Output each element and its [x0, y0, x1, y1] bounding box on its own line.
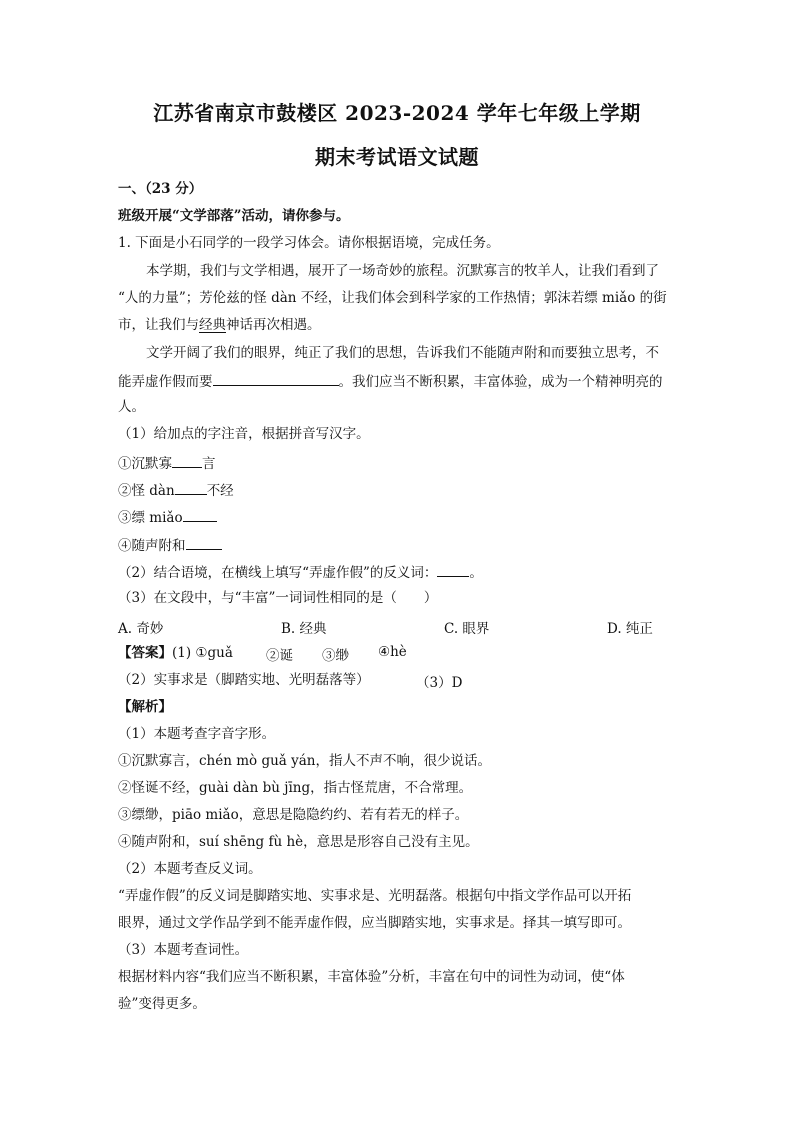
- sub1-item-2: ②怪 dàn 不经: [118, 480, 678, 500]
- analysis-label: 【解析】: [118, 699, 172, 715]
- option-c: C. 眼界: [444, 621, 490, 637]
- analysis-line: ②怪诞不经，guài dàn bù jīng，指古怪荒唐，不合常理。: [118, 780, 473, 796]
- answer-line2-part3: （3）D: [416, 675, 463, 691]
- passage-p1-line2: “人的力量”；芳伦兹的怪 dàn 不经，让我们体会到科学家的工作热情；郭沫若缥 miǎo 的街: [118, 290, 667, 306]
- answer-line2: （2）实事求是（脚踏实地、光明磊落等）: [118, 672, 370, 688]
- answer-label: 【答案】: [118, 645, 172, 661]
- answer-item-3: ③缈: [322, 648, 349, 664]
- blank-line: [175, 480, 207, 495]
- document-title-line1: 江苏省南京市鼓楼区 2023-2024 学年七年级上学期: [153, 101, 641, 125]
- passage-text: 能弄虚作假而要: [118, 374, 213, 390]
- question-stem: 1. 下面是小石同学的一段学习体会。请你根据语境，完成任务。: [118, 235, 500, 251]
- sub-question-2: （2）结合语境，在横线上填写“弄虚作假”的反义词： 。: [118, 562, 678, 582]
- passage-text: 神话再次相遇。: [226, 317, 321, 333]
- passage-p2-line2: [118, 371, 678, 391]
- passage-p1-line1: 本学期，我们与文学相遇，展开了一场奇妙的旅程。沉默寡言的牧羊人，让我们看到了: [146, 263, 659, 279]
- sub1-item-4: ④随声附和: [118, 535, 678, 555]
- analysis-line: “弄虚作假”的反义词是脚踏实地、实事求是、光明磊落。根据句中指文学作品可以开拓: [118, 888, 632, 904]
- analysis-line: （1）本题考查字音字形。: [118, 726, 276, 742]
- answer-line1: 【答案】(1) ①guǎ: [118, 645, 233, 661]
- section-heading: 一、（23 分）: [118, 181, 203, 197]
- blank-line: [172, 453, 202, 468]
- blank-line: [213, 371, 339, 386]
- answer-item-4: ④hè: [378, 644, 407, 660]
- analysis-line: 根据材料内容“我们应当不断积累，丰富体验”分析，丰富在句中的词性为动词，使“体: [118, 969, 625, 985]
- analysis-line: ③缥缈，piāo miǎo，意思是隐隐约约、若有若无的样子。: [118, 807, 469, 823]
- analysis-line: ①沉默寡言，chén mò guǎ yán，指人不声不响，很少说话。: [118, 753, 491, 769]
- passage-text: 。我们应当不断积累，丰富体验，成为一个精神明亮的: [338, 374, 663, 390]
- blank-line: [437, 562, 469, 577]
- passage-p2-line3: 人。: [118, 399, 145, 415]
- analysis-line: （2）本题考查反义词。: [118, 861, 262, 877]
- answer-item-2: ②诞: [266, 648, 293, 664]
- blank-line: [183, 507, 217, 522]
- sub1-item-3: ③缥 miǎo: [118, 507, 678, 527]
- document-title-line2: 期末考试语文试题: [315, 145, 479, 169]
- analysis-line: ④随声附和，suí shēng fù hè，意思是形容自己没有主见。: [118, 834, 479, 850]
- blank-line: [186, 535, 222, 550]
- underlined-word: 经典: [199, 317, 226, 333]
- option-b: B. 经典: [281, 621, 327, 637]
- analysis-line: （3）本题考查词性。: [118, 942, 249, 958]
- option-a: A. 奇妙: [118, 621, 164, 637]
- sub-question-1: （1）给加点的字注音，根据拼音写汉字。: [118, 426, 370, 442]
- passage-p2-line1: 文学开阔了我们的眼界，纯正了我们的思想，告诉我们不能随声附和而要独立思考，不: [146, 345, 659, 361]
- sub-question-3: （3）在文段中，与“丰富”一词词性相同的是（ ）: [118, 590, 438, 606]
- passage-p1-line3: [118, 316, 678, 334]
- analysis-line: 眼界，通过文学作品学到不能弄虚作假，应当脚踏实地，实事求是。择其一填写即可。: [118, 915, 631, 931]
- sub1-item-1: ①沉默寡 言: [118, 453, 678, 473]
- section-intro: 班级开展“文学部落”活动，请你参与。: [118, 208, 350, 224]
- passage-text: 市，让我们与: [118, 317, 199, 333]
- option-d: D. 纯正: [607, 621, 653, 637]
- analysis-line: 验”变得更多。: [118, 996, 206, 1012]
